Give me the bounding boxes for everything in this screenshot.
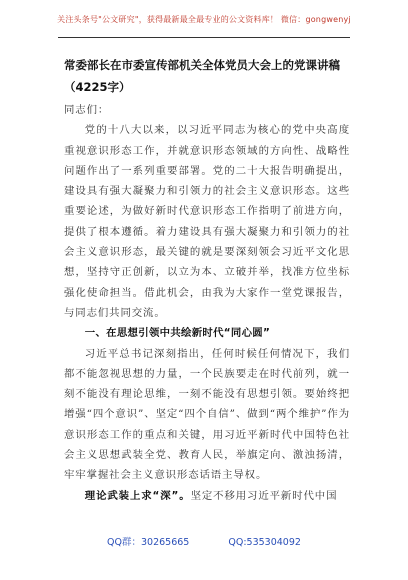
header-divider (58, 37, 350, 38)
paragraph-text: 坚定不移用习近平新时代中国 (190, 489, 338, 502)
document-title: 常委部长在市委宣传部机关全体党员大会上的党课讲稿（4225字） (64, 58, 340, 94)
paragraph: 习近平总书记深刻指出，任何时候任何情况下，我们都不能忽视思想的力量，一个民族要走在时代前列，就一刻不能没有理论思维，一刻不能没有思想引领。要始终把增强“四个意识”、坚定“四个自信”、做到“两个维护”作为意识形态工作的重点和关键，用习近平新时代中国特色社会主义思想武装全党、教育人民，举旗定向、激浊扬清，牢牢掌握社会主义意识形态话语主导权。 (64, 347, 350, 482)
section-heading: 一、在思想引领中共绘新时代“同心圆” (84, 327, 271, 340)
paragraph: 党的十八大以来，以习近平同志为核心的党中央高度重视意识形态工作，并就意识形态领域的方向性、战略性问题作出了一系列重要部署。党的二十大报告明确提出，建设具有强大凝聚力和引领力的社会主义意识形态。这些重要论述，为做好新时代意识形态工作指明了前进方向，提供了根本遵循。着力建设具有强大凝聚力和引领力的社会主义意识形态，最关键的就是要深刻领会习近平文化思想，坚持守正创新，以立为本、立破并举，找准方位坐标强化使命担当。借此机会，由我为大家作一堂党课报告，与同志们共同交流。 (64, 124, 350, 319)
footer-qq-group: QQ群：30265665 (107, 537, 190, 548)
document-body (64, 100, 350, 506)
paragraph-last (64, 486, 350, 506)
footer (0, 534, 408, 548)
footer-qq: QQ:535304092 (228, 537, 301, 548)
paragraph-lead: 理论武装上求“深”。 (84, 489, 191, 502)
header-banner: 关注头条号"公文研究"，获得最新最全最专业的公文资料库！ 微信：gongwenyj (57, 15, 351, 24)
salutation: 同志们： (64, 104, 110, 116)
